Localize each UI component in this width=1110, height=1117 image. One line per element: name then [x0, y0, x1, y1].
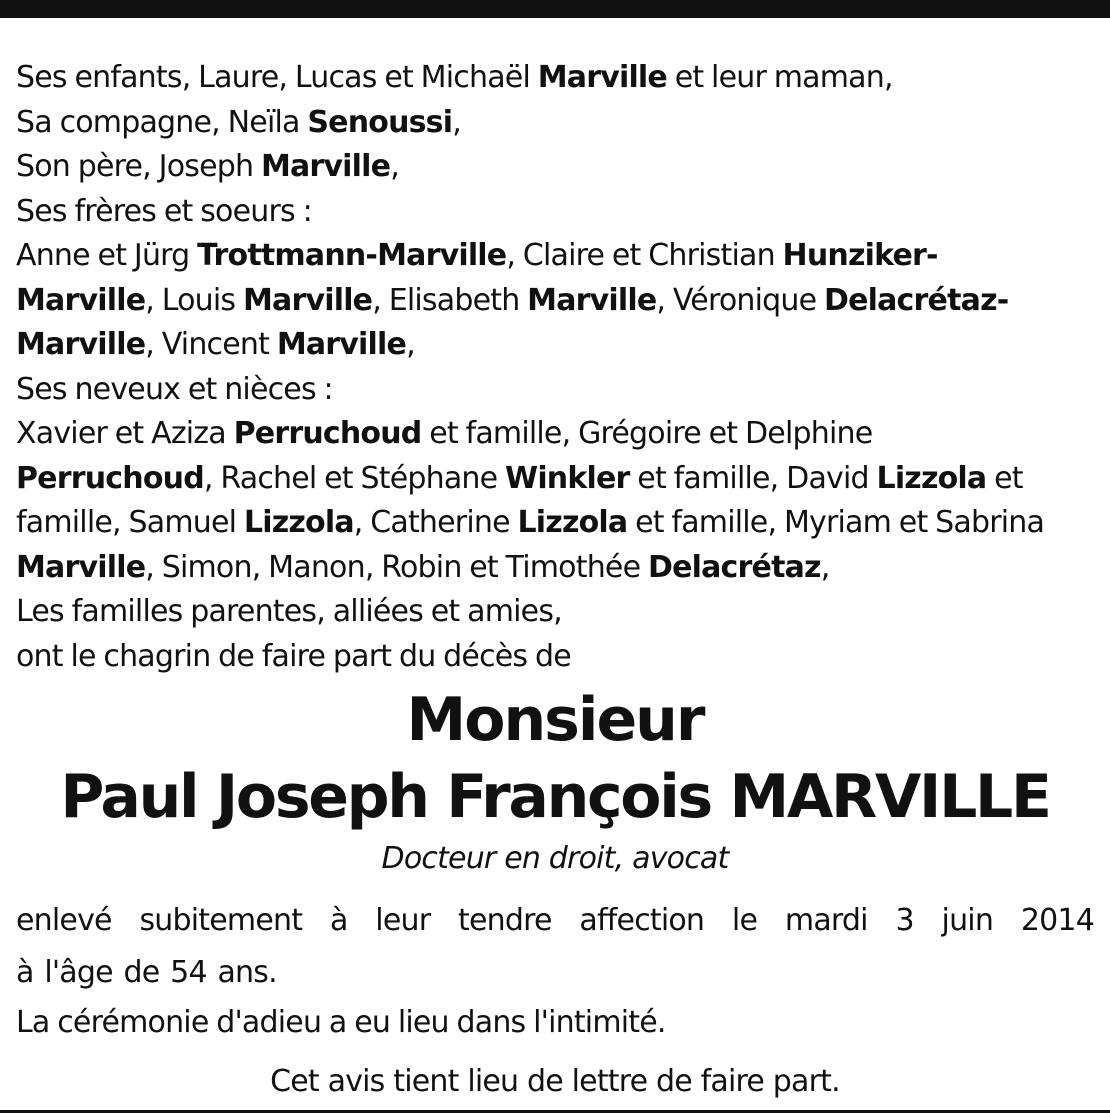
family-name: Perruchoud: [16, 460, 204, 496]
family-text: , Rachel et Stéphane: [203, 460, 506, 496]
family-text: famille, Samuel: [16, 505, 244, 540]
family-text: et: [986, 460, 1023, 496]
family-text: Ses neveux et nièces :: [16, 371, 333, 407]
family-text: Sa compagne, Neïla: [16, 104, 308, 140]
family-name: Marville: [276, 327, 407, 362]
family-text: ,: [406, 327, 415, 362]
family-text: ont le chagrin de faire part du décès de: [16, 638, 571, 674]
family-line: [16, 635, 1094, 680]
family-name: Lizzola: [517, 505, 628, 540]
family-name: Marville: [16, 327, 146, 362]
family-name: Marville: [16, 549, 146, 585]
family-line: [16, 234, 1094, 279]
family-text: Anne et Jürg: [16, 238, 198, 273]
family-text: Son père, Joseph: [16, 149, 261, 184]
family-name: Delacrétaz: [647, 549, 821, 585]
family-name: Marville: [242, 282, 373, 318]
family-text: , Claire et Christian: [506, 238, 783, 273]
passing-line-1: enlevé subitement à leur tendre affection le mardi 3 juin 2014: [16, 903, 1094, 938]
family-text: ,: [452, 104, 461, 140]
profession: Docteur en droit, avocat: [381, 841, 729, 876]
family-text: ,: [390, 149, 399, 184]
family-text: , Vincent: [145, 327, 277, 362]
family-line: [16, 457, 1094, 502]
family-name: Lizzola: [876, 460, 987, 496]
family-text: Xavier et Aziza: [16, 416, 234, 451]
family-name: Marville: [260, 149, 391, 184]
family-name: Marville: [537, 60, 667, 95]
family-name: Perruchoud: [233, 416, 422, 451]
family-text: et famille, David: [629, 460, 877, 496]
passing-line-2: à l'âge de 54 ans.: [16, 955, 277, 990]
family-text: , Elisabeth: [372, 282, 528, 318]
honorific: Monsieur: [406, 685, 704, 755]
family-text: , Catherine: [353, 505, 518, 540]
passing-statement: [16, 895, 1094, 999]
family-text: et leur maman,: [666, 60, 893, 95]
family-text: et famille, Myriam et Sabrina: [627, 505, 1045, 540]
ceremony-note: La cérémonie d'adieu a eu lieu dans l'intimité.: [16, 1005, 666, 1040]
family-name: Winkler: [505, 460, 630, 496]
closing-note: Cet avis tient lieu de lettre de faire part.: [270, 1064, 840, 1099]
family-line: [16, 546, 1094, 591]
family-name: Hunziker-: [782, 238, 938, 273]
family-text: Les familles parentes, alliées et amies,: [16, 594, 562, 629]
family-line: [16, 501, 1094, 546]
family-line: [16, 145, 1094, 190]
family-line: [16, 56, 1094, 101]
family-text: Ses enfants, Laure, Lucas et Michaël: [16, 60, 538, 95]
family-line: [16, 190, 1094, 235]
family-line: [16, 279, 1094, 324]
bottom-border-rule: [0, 1110, 1110, 1113]
family-text: , Véronique: [656, 282, 824, 318]
family-name: Trottmann-Marville: [197, 238, 507, 273]
family-name: Marville: [16, 282, 146, 318]
family-line: [16, 368, 1094, 413]
family-list: [16, 56, 1094, 679]
deceased-name: Paul Joseph François MARVILLE: [60, 762, 1050, 832]
family-line: [16, 101, 1094, 146]
family-text: , Simon, Manon, Robin et Timothée: [145, 549, 648, 585]
family-text: , Louis: [145, 282, 243, 318]
family-line: [16, 590, 1094, 635]
family-text: et famille, Grégoire et Delphine: [421, 416, 873, 451]
family-line: [16, 323, 1094, 368]
family-text: ,: [820, 549, 830, 585]
family-name: Senoussi: [307, 104, 453, 140]
family-line: [16, 412, 1094, 457]
family-name: Marville: [527, 282, 657, 318]
family-name: Lizzola: [243, 505, 354, 540]
top-border-rule: [0, 0, 1110, 18]
family-text: Ses frères et soeurs :: [16, 193, 312, 229]
family-name: Delacrétaz-: [823, 282, 1009, 318]
